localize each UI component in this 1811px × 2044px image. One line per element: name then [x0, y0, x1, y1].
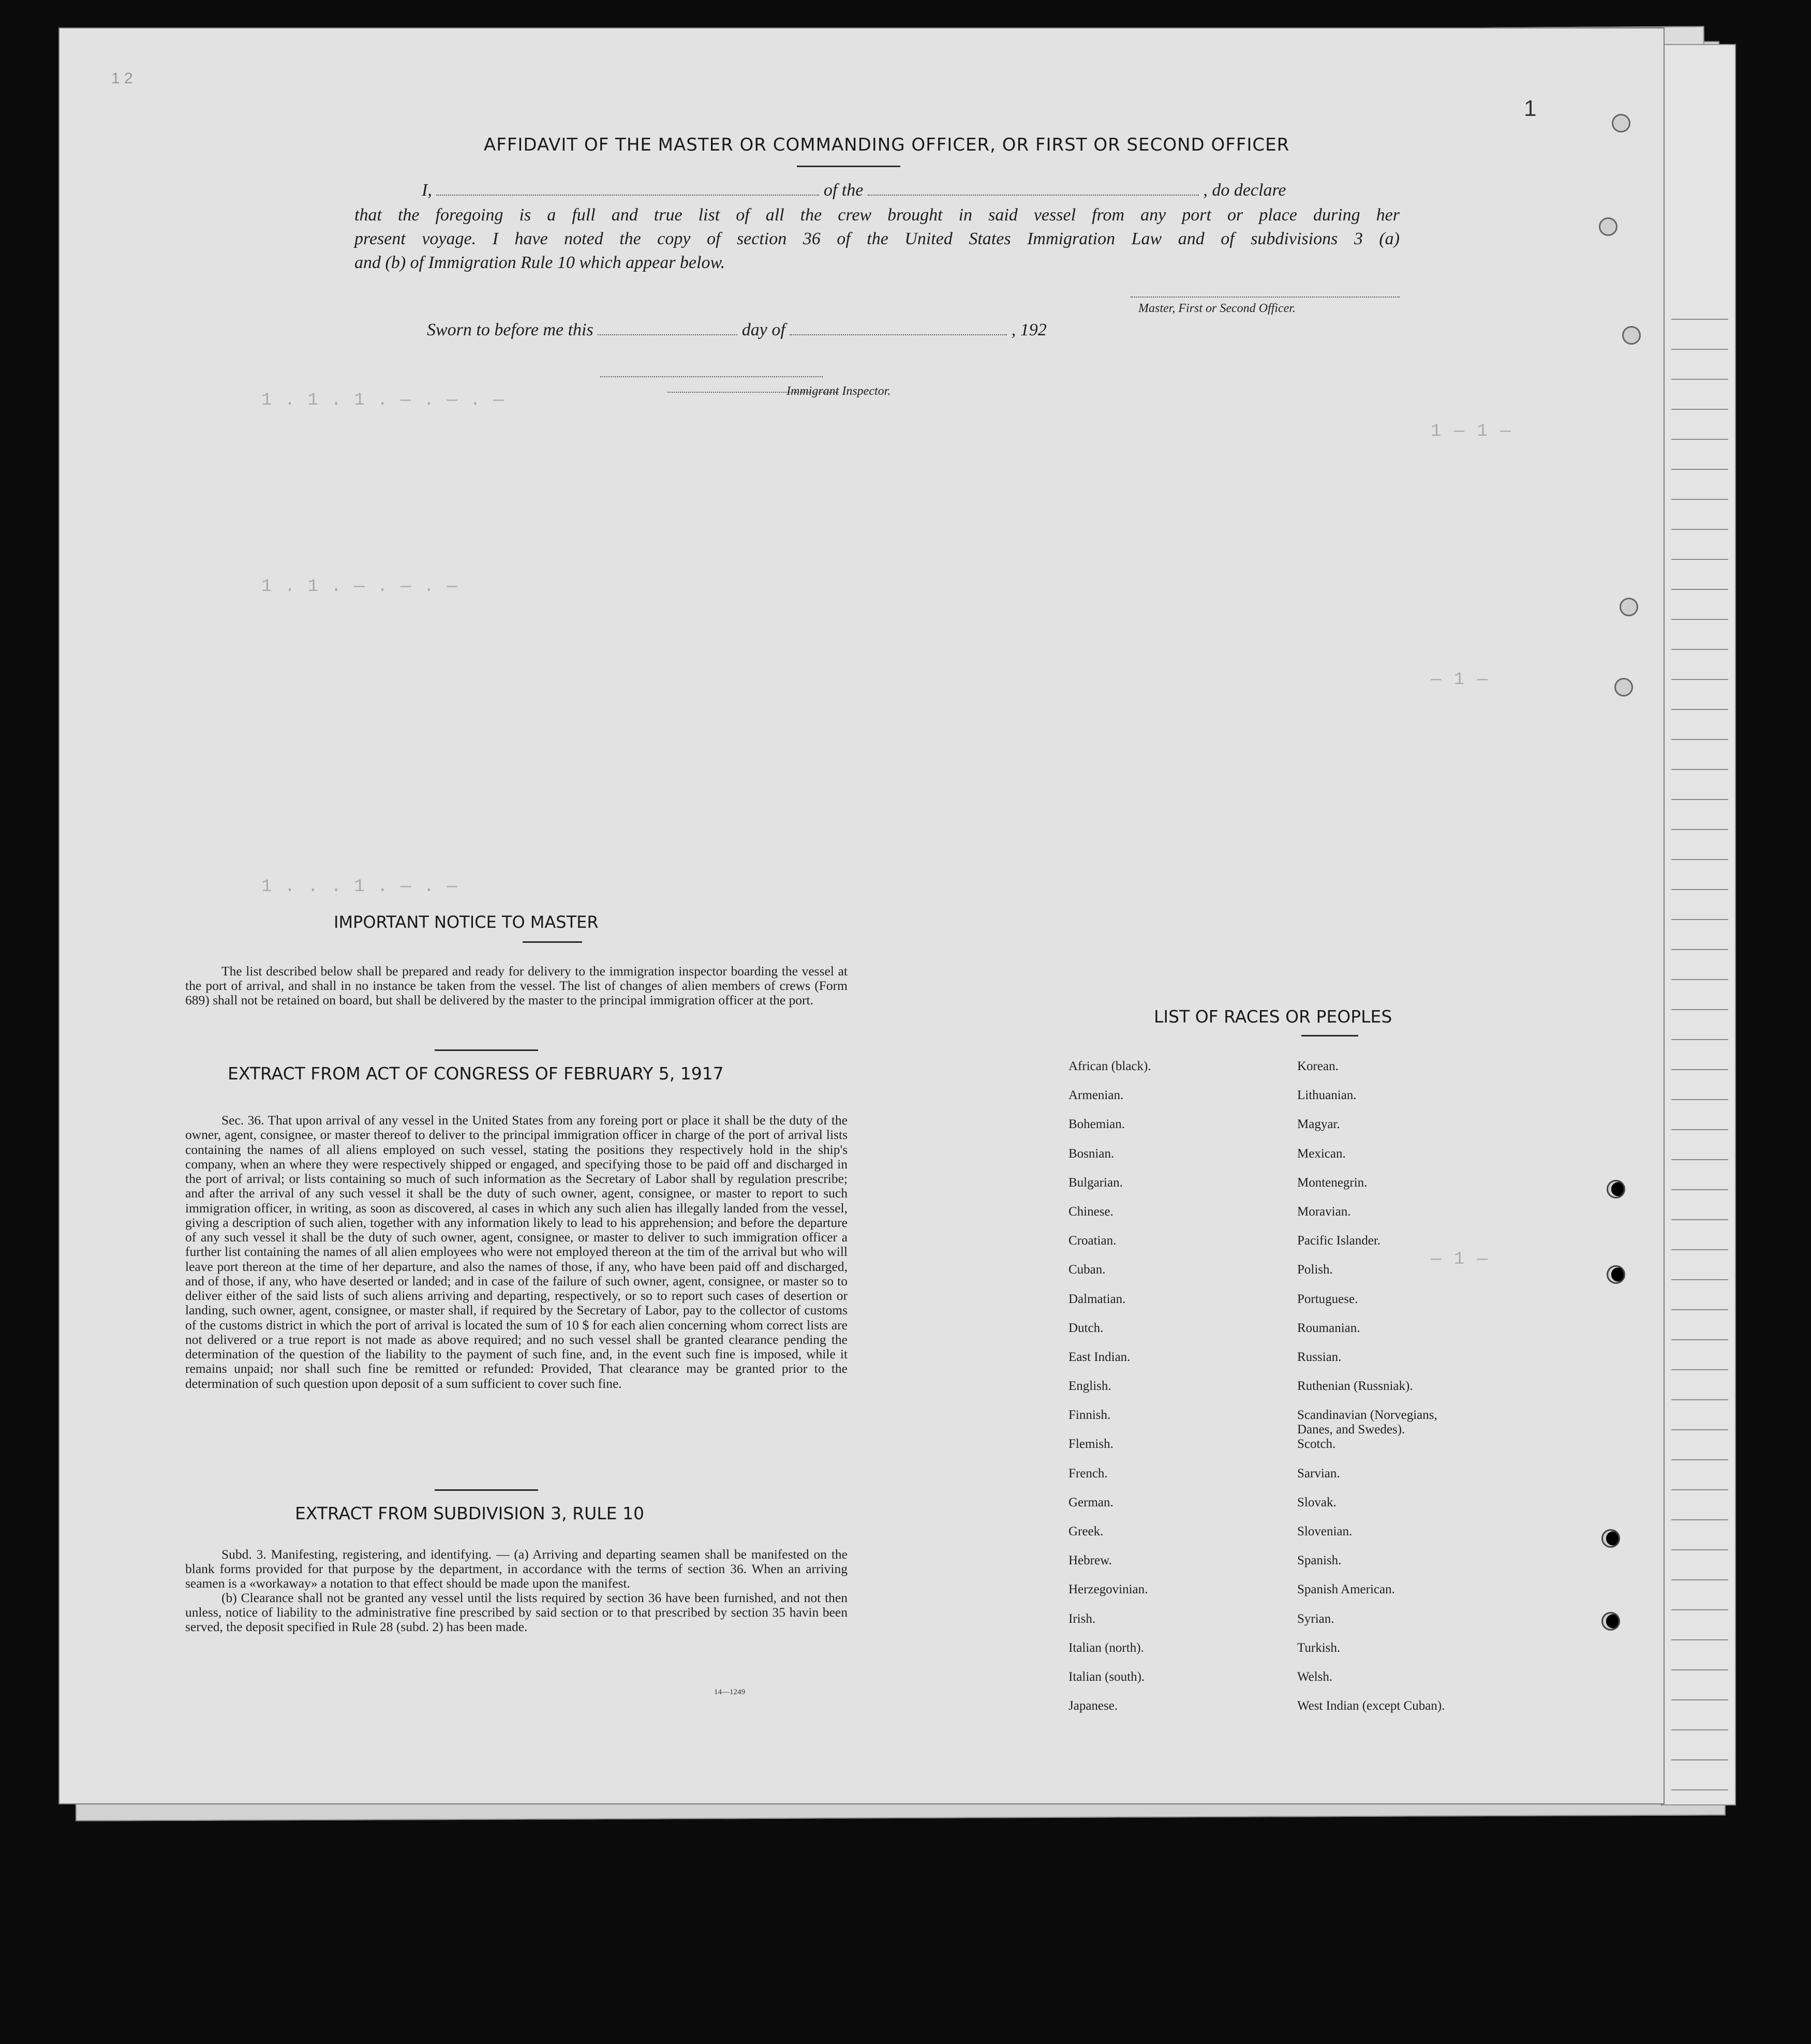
- divider: [1301, 1035, 1358, 1036]
- declaration-line: [422, 179, 1400, 202]
- day-of-label: day of: [741, 320, 785, 339]
- race-item: Montenegrin.: [1297, 1175, 1368, 1190]
- race-item: Moravian.: [1297, 1204, 1351, 1219]
- bleed-through-text: 1 . . . 1 . — . —: [261, 877, 458, 897]
- inspector-caption: Immigrant Inspector.: [786, 384, 891, 398]
- race-item: Hebrew.: [1068, 1553, 1112, 1568]
- race-item: Scandinavian (Norvegians, Danes, and Swedes).: [1297, 1408, 1437, 1437]
- race-item: English.: [1068, 1379, 1111, 1394]
- race-item: African (black).: [1068, 1059, 1151, 1073]
- act-text: Sec. 36. That upon arrival of any vessel in the United States from any foreing port or place it shall be the duty of the owner, agent, consignee, or master thereof to deliver to the principal immigration officer in charge of the port of arrival lists containing the names of all aliens employed on such vessel, stating the positions they respectively hold in the ship's company, when an where they were respectively shipped or engaged, and specifying those to be paid off and discharged in the port of arrival; or lists containing so much of such information as the Secretary of Labor shall by regulation prescribe; and after the arrival of any such vessel it shall be the duty of such owner, agent, consignee, or master to report to such immigration officer, in writing, as soon as discovered, al cases in which any such alien has illegally landed from the vessel, giving a description of such alien, together with any information likely to lead to his apprehension; and before the departure of any such vessel it shall be the duty of such owner, agent, consignee, or master to deliver to such immigration officer a further list containing the names of all alien employees who were not employed thereon at the tim of the arrival but who will leave port thereon at the time of her departure, and also the names of those, if any, who have been paid off and discharged, and of those, if any, who have deserted or landed; and in case of the failure of such owner, agent, consignee, or master so to deliver either of the said lists of such aliens arriving and departing, respectively, or so to report such cases of desertion or landing, such owner, agent, consignee, or master shall, if required by the Secretary of Labor, pay to the collector of customs of the customs district in which the port of arrival is located the sum of 10 $ for each alien concerning whom correct lists are not delivered or a true report is not made as above required; and no such vessel shall be granted clearance pending the determination of the question of the liability to the payment of such fine, and, in the event such fine is imposed, while it remains unpaid; nor shall such fine be remitted or refunded: Provided, That clearance may be granted prior to the determination of such question upon deposit of a sum sufficient to cover such fine.: [185, 1113, 848, 1391]
- statement-line: and (b) of Immigration Rule 10 which appear below.: [354, 253, 725, 272]
- master-caption: Master, First or Second Officer.: [1138, 302, 1296, 315]
- race-item: Scotch.: [1297, 1437, 1336, 1451]
- document-page: [60, 28, 1664, 1803]
- divider: [435, 1489, 538, 1491]
- race-item: East Indian.: [1068, 1350, 1131, 1364]
- name-blank: [436, 179, 819, 196]
- race-item: West Indian (except Cuban).: [1297, 1699, 1445, 1713]
- race-item: Pacific Islander.: [1297, 1234, 1381, 1248]
- sworn-line: [427, 318, 1151, 342]
- master-signature-line: [1131, 297, 1400, 298]
- race-item: French.: [1068, 1466, 1108, 1480]
- race-item: Armenian.: [1068, 1088, 1124, 1103]
- race-item: Italian (south).: [1068, 1669, 1145, 1684]
- race-item: Irish.: [1068, 1611, 1096, 1626]
- race-item: Magyar.: [1297, 1117, 1340, 1132]
- race-item: Italian (north).: [1068, 1640, 1144, 1655]
- vessel-blank: [868, 179, 1199, 196]
- notice-heading: IMPORTANT NOTICE TO MASTER: [334, 912, 599, 932]
- race-item: Korean.: [1297, 1059, 1339, 1073]
- binder-hole: [1601, 1612, 1620, 1631]
- race-item: Bosnian.: [1068, 1146, 1115, 1161]
- races-list-right: [1297, 1059, 1504, 1728]
- binder-hole: [1601, 1529, 1620, 1548]
- race-item: Roumanian.: [1297, 1321, 1360, 1335]
- margin-mark: 1 2: [111, 70, 133, 87]
- race-item: Portuguese.: [1297, 1292, 1358, 1306]
- race-item: German.: [1068, 1495, 1114, 1509]
- act-heading: EXTRACT FROM ACT OF CONGRESS OF FEBRUARY 5, 1917: [228, 1063, 724, 1084]
- margin-mark: 1: [1524, 96, 1537, 121]
- divider: [797, 166, 900, 167]
- statement-line: that the foregoing is a full and true list of all the crew brought in said vessel from any port or place during her: [354, 205, 1400, 225]
- race-item: Welsh.: [1297, 1669, 1333, 1684]
- month-blank: [790, 319, 1007, 335]
- race-item: Mexican.: [1297, 1146, 1346, 1161]
- day-blank: [598, 319, 737, 335]
- form-number: 14—1249: [714, 1688, 745, 1696]
- divider: [435, 1049, 538, 1051]
- bleed-through-text: — 1 —: [1431, 1250, 1489, 1269]
- race-item: Sarvian.: [1297, 1466, 1340, 1480]
- binder-hole: [1607, 1265, 1625, 1284]
- binder-hole: [1620, 598, 1638, 616]
- races-heading: LIST OF RACES OR PEOPLES: [1154, 1006, 1392, 1027]
- do-declare-label: , do declare: [1203, 181, 1286, 200]
- races-list-left: [1068, 1059, 1275, 1728]
- race-item: Spanish.: [1297, 1553, 1342, 1568]
- race-item: Russian.: [1297, 1350, 1342, 1364]
- binder-hole: [1614, 678, 1633, 697]
- bleed-through-text: 1 . 1 . 1 . — . — . —: [261, 391, 505, 410]
- race-item: Syrian.: [1297, 1611, 1334, 1626]
- race-item: Slovenian.: [1297, 1524, 1353, 1538]
- binder-hole: [1612, 114, 1630, 132]
- of-the-label: of the: [823, 181, 864, 200]
- affidavit-title: AFFIDAVIT OF THE MASTER OR COMMANDING OFFICER, OR FIRST OR SECOND OFFICER: [484, 135, 1290, 155]
- race-item: Dutch.: [1068, 1321, 1104, 1335]
- bleed-through-text: 1 . 1 . — . — . —: [261, 577, 458, 597]
- race-item: Lithuanian.: [1297, 1088, 1357, 1103]
- race-item: Finnish.: [1068, 1408, 1111, 1423]
- race-item: Herzegovinian.: [1068, 1582, 1148, 1597]
- race-item: Slovak.: [1297, 1495, 1337, 1509]
- divider: [523, 941, 582, 943]
- binder-hole: [1599, 217, 1617, 236]
- inspector-signature-line: [600, 376, 823, 377]
- notice-text: The list described below shall be prepared and ready for delivery to the immigration inspector boarding the vessel at the port of arrival, and shall in no instance be taken from the vessel. The list of changes of alien members of crews (Form 689) shall not be retained on board, but shall be delivered by the master to the principal immigration officer at the port.: [185, 964, 848, 1008]
- rule-heading: EXTRACT FROM SUBDIVISION 3, RULE 10: [295, 1503, 644, 1523]
- i-label: I,: [422, 181, 432, 200]
- bleed-through-text: 1 — 1 —: [1431, 422, 1512, 441]
- binder-hole: [1622, 326, 1641, 345]
- bleed-through-text: — 1 —: [1431, 670, 1489, 690]
- race-item: Cuban.: [1068, 1263, 1106, 1277]
- binder-hole: [1607, 1180, 1625, 1198]
- race-item: Chinese.: [1068, 1204, 1114, 1219]
- race-item: Japanese.: [1068, 1699, 1118, 1713]
- statement-line: present voyage. I have noted the copy of section 36 of the United States Immigration Law and of subdivisions 3 (a): [354, 229, 1400, 248]
- race-item: Flemish.: [1068, 1437, 1114, 1451]
- race-item: Dalmatian.: [1068, 1292, 1126, 1306]
- rule-text: Subd. 3. Manifesting, registering, and identifying. — (a) Arriving and departing seamen shall be manifested on the blank forms provided for that purpose by the department, in accordance with the terms of section 36. When an arriving seamen is a «workaway» a notation to that effect should be made upon the manifest. (b) Clearance shall not be granted any vessel until the lists required by section 36 have been furnished, and not then unless, notice of liability to the administrative fine prescribed by said section or to that prescribed by section 35 havin been served, the deposit specified in Rule 28 (subd. 2) has been made.: [185, 1547, 848, 1634]
- race-item: Croatian.: [1068, 1234, 1117, 1248]
- race-item: Greek.: [1068, 1524, 1104, 1538]
- ruled-page-edge: [1671, 290, 1728, 1790]
- year-label: , 192: [1011, 320, 1047, 339]
- race-item: Polish.: [1297, 1263, 1333, 1277]
- race-item: Bulgarian.: [1068, 1175, 1123, 1190]
- race-item: Spanish American.: [1297, 1582, 1395, 1597]
- race-item: Bohemian.: [1068, 1117, 1125, 1132]
- race-item: Turkish.: [1297, 1640, 1341, 1655]
- race-item: Ruthenian (Russniak).: [1297, 1379, 1413, 1394]
- sworn-label: Sworn to before me this: [427, 320, 593, 339]
